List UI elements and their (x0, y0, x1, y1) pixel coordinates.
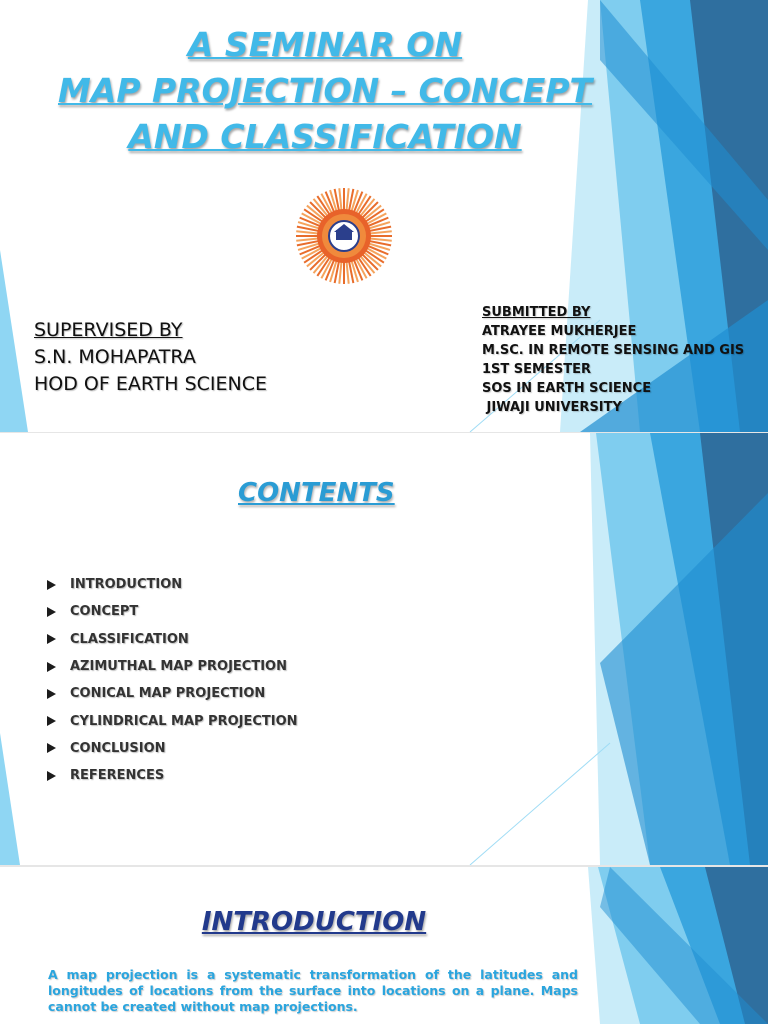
triangle-bullet-icon (47, 771, 56, 781)
slide-contents (0, 433, 768, 865)
list-item (47, 680, 298, 707)
list-item (47, 571, 298, 598)
submitter-block (482, 303, 744, 417)
list-item-label: INTRODUCTION (70, 577, 183, 593)
list-item (47, 735, 298, 762)
list-item-label: CONCLUSION (70, 740, 166, 756)
title-line-1: A SEMINAR ON (187, 25, 463, 64)
slide-title (0, 0, 768, 432)
submitter-name: ATRAYEE MUKHERJEE (482, 324, 637, 339)
list-item (47, 707, 298, 734)
introduction-heading: INTRODUCTION (201, 907, 427, 937)
list-item-label: CLASSIFICATION (70, 631, 189, 647)
supervisor-name: S.N. MOHAPATRA (34, 346, 196, 368)
seminar-title (20, 22, 630, 160)
list-item (47, 653, 298, 680)
contents-list (47, 571, 298, 789)
submitter-school: SOS IN EARTH SCIENCE (482, 381, 652, 396)
list-item-label: AZIMUTHAL MAP PROJECTION (70, 659, 287, 675)
triangle-bullet-icon (47, 689, 56, 699)
contents-heading: CONTENTS (238, 478, 395, 508)
submitter-semester: 1ST SEMESTER (482, 362, 591, 377)
list-item (47, 598, 298, 625)
triangle-bullet-icon (47, 634, 56, 644)
list-item-label: REFERENCES (70, 768, 165, 784)
triangle-bullet-icon (47, 580, 56, 590)
list-item-label: CYLINDRICAL MAP PROJECTION (70, 713, 298, 729)
list-item (47, 626, 298, 653)
triangle-bullet-icon (47, 607, 56, 617)
triangle-bullet-icon (47, 716, 56, 726)
title-line-2: MAP PROJECTION – CONCEPT (57, 71, 593, 110)
introduction-paragraph: A map projection is a systematic transformation of the latitudes and longitudes of locations from the surface into locations on a plane. Maps cannot be created without map projections. (48, 967, 578, 1014)
triangle-bullet-icon (47, 662, 56, 672)
supervised-heading: SUPERVISED BY (34, 319, 183, 341)
triangle-bullet-icon (47, 743, 56, 753)
submitted-heading: SUBMITTED BY (482, 305, 591, 320)
list-item (47, 762, 298, 789)
list-item-label: CONCEPT (70, 604, 139, 620)
submitter-course: M.SC. IN REMOTE SENSING AND GIS (482, 343, 745, 358)
university-seal-icon (294, 186, 394, 286)
supervisor-role: HOD OF EARTH SCIENCE (34, 373, 268, 395)
slide-introduction (0, 867, 768, 1024)
submitter-university: JIWAJI UNIVERSITY (482, 400, 622, 415)
list-item-label: CONICAL MAP PROJECTION (70, 686, 266, 702)
title-line-3: AND CLASSIFICATION (128, 117, 522, 156)
supervisor-block (34, 317, 267, 398)
